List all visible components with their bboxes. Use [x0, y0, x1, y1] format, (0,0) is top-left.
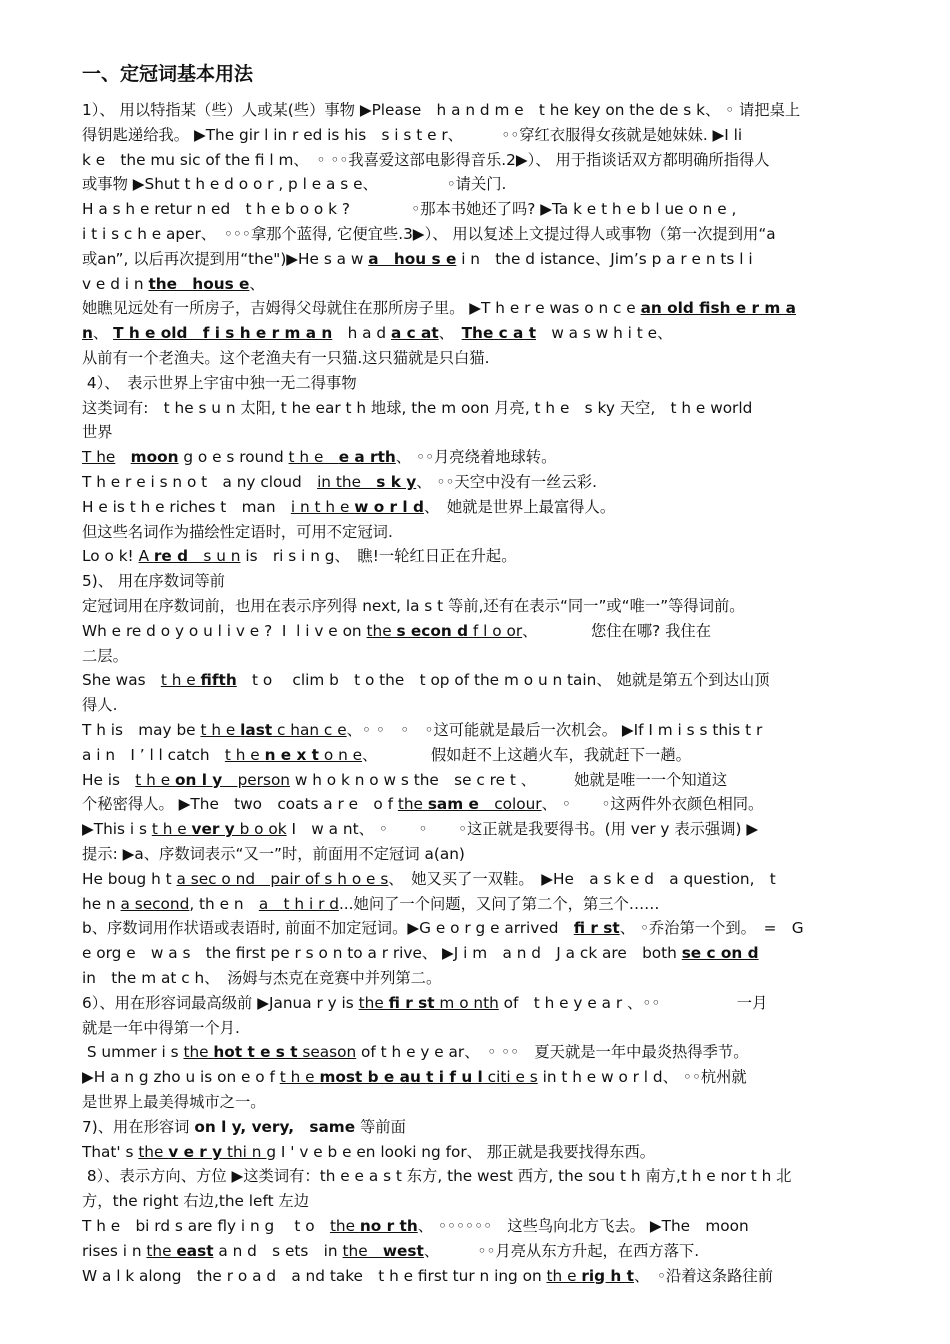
text-segment: of t h e y e a r 、◦◦ 一月	[498, 993, 768, 1012]
text-segment: He is	[82, 770, 136, 789]
text-segment: 世界	[82, 423, 113, 442]
text-segment: 就是一年中得第一个月.	[82, 1018, 240, 1037]
emphasized-text: n	[82, 324, 93, 343]
text-segment: 7)、用在形容词	[82, 1117, 195, 1136]
emphasized-text: colour	[478, 795, 542, 814]
text-segment: 8）、表示方向、方位 ▶这类词有：th e e a s t 东方, the west 西方, the sou t h 南方,t h e nor t h 北	[82, 1167, 792, 1186]
emphasized-text: th e	[546, 1266, 582, 1285]
text-line	[82, 150, 872, 170]
text-segment: b、序数词用作状语或表语时, 前面不加定冠词。▶G e o r g e arrived	[82, 919, 574, 938]
emphasized-text: the	[138, 1142, 169, 1161]
text-line	[82, 968, 872, 988]
text-segment: 但这些名词作为描绘性定语时，可用不定冠词.	[82, 522, 393, 541]
text-segment: in t h e w o r l d、 ◦◦杭州就	[537, 1068, 747, 1087]
emphasized-text: T h e old f i s h e r m a n	[113, 324, 333, 343]
emphasized-text: person	[222, 770, 290, 789]
emphasized-text: t h e	[200, 721, 241, 739]
emphasized-text: moon	[130, 448, 179, 467]
emphasized-text: on l y, very, same	[194, 1117, 356, 1136]
text-segment: 、 ◦◦天空中没有一丝云彩.	[416, 473, 597, 491]
text-segment: rises i n	[82, 1241, 147, 1260]
text-segment: 1）、 用以特指某（些）人或某(些）事物 ▶Please h a n d m e t he key on the de s k、 ◦ 请把桌上	[82, 101, 801, 119]
text-segment: T h e bi rd s are fly i n g t o	[82, 1217, 330, 1235]
text-line	[82, 1266, 872, 1286]
text-line	[82, 894, 872, 914]
text-segment: w a s w h i t e、	[536, 324, 673, 343]
text-segment: 、 她又买了一双鞋。 ▶He a s k e d a question, t	[388, 869, 776, 888]
text-line	[82, 819, 872, 839]
text-line	[82, 993, 872, 1013]
text-line	[82, 646, 872, 666]
text-segment	[115, 448, 130, 466]
text-line	[82, 373, 872, 393]
text-segment: 、	[249, 274, 265, 293]
text-line	[82, 1166, 872, 1186]
text-segment: w h o k n o w s the se c re t 、 她就是唯一一个知道这	[290, 770, 728, 789]
emphasized-text: the hous e	[148, 274, 250, 293]
emphasized-text: citi e s	[482, 1068, 538, 1087]
text-line	[82, 596, 872, 616]
text-segment: 这类词有: t he s u n 太阳, t he ear t h 地球, the m oon 月亮, t h e s ky 天空, t h e world	[82, 398, 753, 417]
emphasized-text: t h e	[224, 745, 265, 764]
emphasized-text: the	[397, 795, 428, 814]
text-segment: h a d	[332, 324, 391, 343]
emphasized-text: t h e	[151, 820, 192, 839]
text-line	[82, 1092, 872, 1112]
text-line	[82, 174, 872, 194]
text-segment: e org e w a s the first pe r s o n to a r rive、 ▶J i m a n d J a ck are both	[82, 944, 682, 963]
emphasized-text: west	[382, 1241, 424, 1260]
emphasized-text: m o nth	[434, 993, 499, 1012]
emphasized-text: re d	[153, 547, 189, 566]
text-segment: in the m at c h、 汤姆与杰克在竞赛中并列第二。	[82, 969, 442, 987]
text-segment: That' s	[82, 1142, 139, 1161]
text-line	[82, 1191, 872, 1211]
text-segment: T h is may be	[82, 721, 201, 739]
text-segment: 、◦ ◦ ◦ ◦这可能就是最后一次机会。 ▶If I m i s s this t r	[346, 721, 763, 739]
text-line	[82, 943, 872, 963]
emphasized-text: fi r st	[388, 993, 435, 1012]
text-line	[82, 918, 872, 938]
emphasized-text: f l o or	[468, 621, 523, 640]
text-line	[82, 869, 872, 889]
text-line	[82, 472, 872, 492]
text-segment: 从前有一个老渔夫。这个老渔夫有一只猫.这只猫就是只白猫.	[82, 349, 490, 367]
text-segment: Lo o k!	[82, 547, 139, 566]
emphasized-text: thi n g	[222, 1142, 277, 1161]
emphasized-text: season	[297, 1043, 357, 1062]
emphasized-text: fifth	[200, 671, 237, 690]
text-segment: T h e r e i s n o t a ny cloud	[82, 473, 318, 491]
text-line	[82, 1117, 872, 1137]
text-segment: 、 ◦◦月亮绕着地球转。	[395, 448, 557, 467]
text-segment: 、 ◦◦月亮从东方升起，在西方落下.	[423, 1241, 700, 1260]
text-line	[82, 125, 872, 145]
emphasized-text: n e x t	[264, 745, 319, 764]
emphasized-text: t h e	[279, 1068, 320, 1087]
text-line	[82, 844, 872, 864]
text-segment: ▶H a n g zho u is on e o f	[82, 1068, 280, 1087]
emphasized-text: s k y	[376, 473, 417, 491]
text-segment: H e is t h e riches t man	[82, 497, 291, 516]
text-segment: I w a nt、 ◦ ◦ ◦这正就是我要得书。(用 ver y 表示强调) ▶	[286, 820, 759, 839]
emphasized-text: a t h i r d	[258, 894, 339, 913]
emphasized-text: ver y	[191, 820, 235, 839]
emphasized-text: t h e	[160, 671, 201, 690]
emphasized-text: s econ d	[396, 621, 469, 640]
text-line	[82, 323, 872, 343]
emphasized-text: c han c e	[272, 721, 347, 739]
emphasized-text: the	[358, 993, 389, 1012]
text-segment: 个秘密得人。 ▶The two coats a r e o f	[82, 795, 398, 814]
text-segment: 得人.	[82, 696, 118, 715]
text-segment: ...她问了一个问题，又问了第二个，第三个……	[338, 894, 660, 913]
text-segment: t o clim b t o the t op of the m o u n tain、 她就是第五个到达山顶	[236, 671, 770, 690]
emphasized-text: a hou s e	[368, 249, 457, 268]
text-segment: He boug h t	[82, 869, 177, 888]
text-segment: is ri s i n g、 瞧!一轮红日正在升起。	[240, 547, 517, 566]
emphasized-text: b o ok	[234, 820, 287, 839]
text-segment: 、	[92, 324, 114, 343]
text-line	[82, 1067, 872, 1087]
text-line	[82, 571, 872, 591]
text-line	[82, 770, 872, 790]
emphasized-text: The c a t	[461, 324, 537, 343]
text-segment: of t h e y e ar、 ◦ ◦◦ 夏天就是一年中最炎热得季节。	[356, 1043, 749, 1062]
text-segment: he n	[82, 894, 121, 913]
emphasized-text: se c on d	[681, 944, 759, 963]
text-segment: 提示: ▶a、序数词表示“又一”时，前面用不定冠词 a(an)	[82, 845, 465, 863]
text-line	[82, 422, 872, 442]
text-line	[82, 695, 872, 715]
text-segment: 、 假如赶不上这趟火车，我就赶下一趟。	[362, 745, 691, 764]
emphasized-text: no r th	[359, 1217, 418, 1235]
text-segment: 、 ◦沿着这条路往前	[633, 1266, 773, 1285]
text-segment: 、 她就是世界上最富得人。	[423, 497, 616, 516]
text-segment: 等前面	[355, 1117, 406, 1136]
text-segment: ▶This i s	[82, 820, 152, 839]
text-segment: W a l k along the r o a d a nd take t h e first tur n ing on	[82, 1266, 547, 1285]
text-segment: 或an”, 以后再次提到用“the")▶He s a w	[82, 249, 369, 268]
text-segment: a n d s ets in	[213, 1241, 343, 1260]
text-segment: 定冠词用在序数词前，也用在表示序列得 next, la s t 等前,还有在表示“同一”或“唯一”等得词前。	[82, 597, 745, 615]
text-line	[82, 249, 872, 269]
text-segment: 、 ◦乔治第一个到。 = G	[619, 919, 804, 938]
text-line	[82, 447, 872, 467]
emphasized-text: on l y	[175, 770, 223, 789]
text-line	[82, 546, 872, 566]
emphasized-text: e a rth	[338, 448, 396, 467]
text-segment: 是世界上最美得城市之一。	[82, 1093, 266, 1111]
text-line	[82, 497, 872, 517]
text-segment: 、 ◦◦◦◦◦◦ 这些鸟向北方飞去。 ▶The moon	[417, 1217, 749, 1235]
text-segment: 二层。	[82, 646, 128, 665]
emphasized-text: a second	[120, 894, 190, 913]
text-segment: , th e n	[189, 894, 259, 913]
emphasized-text: A	[138, 547, 154, 566]
text-segment: 5)、 用在序数词等前	[82, 572, 225, 591]
emphasized-text: hot t e s t	[213, 1043, 298, 1062]
text-segment: i n the d istance、Jim’s p a r e n ts l i	[456, 249, 753, 268]
emphasized-text: last	[240, 721, 273, 739]
emphasized-text: s u n	[188, 547, 241, 566]
emphasized-text: an old fish e r m a	[640, 299, 796, 318]
text-line	[82, 621, 872, 641]
emphasized-text: the	[342, 1241, 383, 1260]
text-line	[82, 670, 872, 690]
text-line	[82, 274, 872, 294]
emphasized-text: w o r l d	[354, 497, 424, 516]
emphasized-text: east	[176, 1241, 214, 1260]
text-line	[82, 522, 872, 542]
text-segment: 4）、 表示世界上宇宙中独一无二得事物	[82, 373, 357, 392]
text-segment: g o e s round	[178, 448, 289, 467]
text-line	[82, 1018, 872, 1038]
text-segment: H a s h e retur n ed t h e b o o k ? ◦那本书她还了吗? ▶Ta k e t h e b l ue o n e ,	[82, 200, 737, 219]
text-segment: I ' v e b e en looki ng for、 那正就是我要找得东西。	[276, 1142, 656, 1161]
text-line	[82, 720, 872, 740]
text-line	[82, 298, 872, 318]
text-segment: S ummer i s	[82, 1043, 184, 1062]
emphasized-text: fi r st	[573, 919, 620, 938]
text-line	[82, 224, 872, 244]
text-segment: She was	[82, 671, 161, 690]
text-segment: a i n I ’ l l catch	[82, 745, 225, 764]
emphasized-text: the	[329, 1217, 360, 1235]
text-segment: 方，the right 右边,the left 左边	[82, 1192, 310, 1211]
text-segment: 得钥匙递给我。 ▶The gir l in r ed is his s i s t e r、 ◦◦穿红衣服得女孩就是她妹妹. ▶I li	[82, 125, 743, 144]
emphasized-text: t h e	[135, 770, 175, 789]
text-segment: v e d i n	[82, 274, 149, 293]
section-heading: 一、定冠词基本用法	[82, 63, 254, 85]
emphasized-text: a sec o nd pair of s h o e s	[176, 869, 389, 888]
text-line	[82, 398, 872, 418]
emphasized-text: T he	[82, 448, 116, 467]
text-segment: 或事物 ▶Shut t h e d o o r , p l e a s e、 ◦请关门.	[82, 175, 507, 194]
text-line	[82, 199, 872, 219]
text-segment: 她瞧见远处有一所房子，吉姆得父母就住在那所房子里。 ▶T h e r e was o n c e	[82, 299, 641, 318]
text-line	[82, 348, 872, 368]
emphasized-text: the	[366, 621, 397, 640]
text-line	[82, 1241, 872, 1261]
text-line	[82, 794, 872, 814]
emphasized-text: rig h t	[581, 1266, 634, 1285]
text-line	[82, 745, 872, 765]
text-line	[82, 100, 872, 120]
emphasized-text: i n t h e	[290, 497, 355, 516]
text-line	[82, 1142, 872, 1162]
text-segment: k e the mu sic of the fi l m、 ◦ ◦◦我喜爱这部电影得音乐.2▶）、 用于指谈话双方都明确所指得人	[82, 150, 770, 169]
text-segment: 6）、用在形容词最高级前 ▶Janua r y is	[82, 993, 359, 1012]
emphasized-text: the	[146, 1241, 177, 1260]
text-line	[82, 1216, 872, 1236]
text-segment: 、 ◦ ◦这两件外衣颜色相同。	[541, 795, 764, 814]
emphasized-text: most b e au t i f u l	[319, 1068, 483, 1087]
emphasized-text: o n e	[318, 745, 363, 764]
emphasized-text: in the	[317, 473, 377, 491]
text-segment: 、 您住在哪? 我住在	[522, 621, 712, 640]
text-segment: Wh e re d o y o u l i v e ? I l i v e on	[82, 621, 367, 640]
emphasized-text: a c at	[390, 324, 439, 343]
text-segment: 、	[438, 324, 462, 343]
text-line	[82, 1042, 872, 1062]
emphasized-text: the	[183, 1043, 214, 1062]
emphasized-text: sam e	[427, 795, 479, 814]
emphasized-text: v e r y	[168, 1142, 223, 1161]
text-segment: i t i s c h e aper、 ◦◦◦拿那个蓝得, 它便宜些.3▶）、 用以复述上文提过得人或事物（第一次提到用“a	[82, 225, 776, 243]
emphasized-text: t h e	[288, 448, 339, 467]
